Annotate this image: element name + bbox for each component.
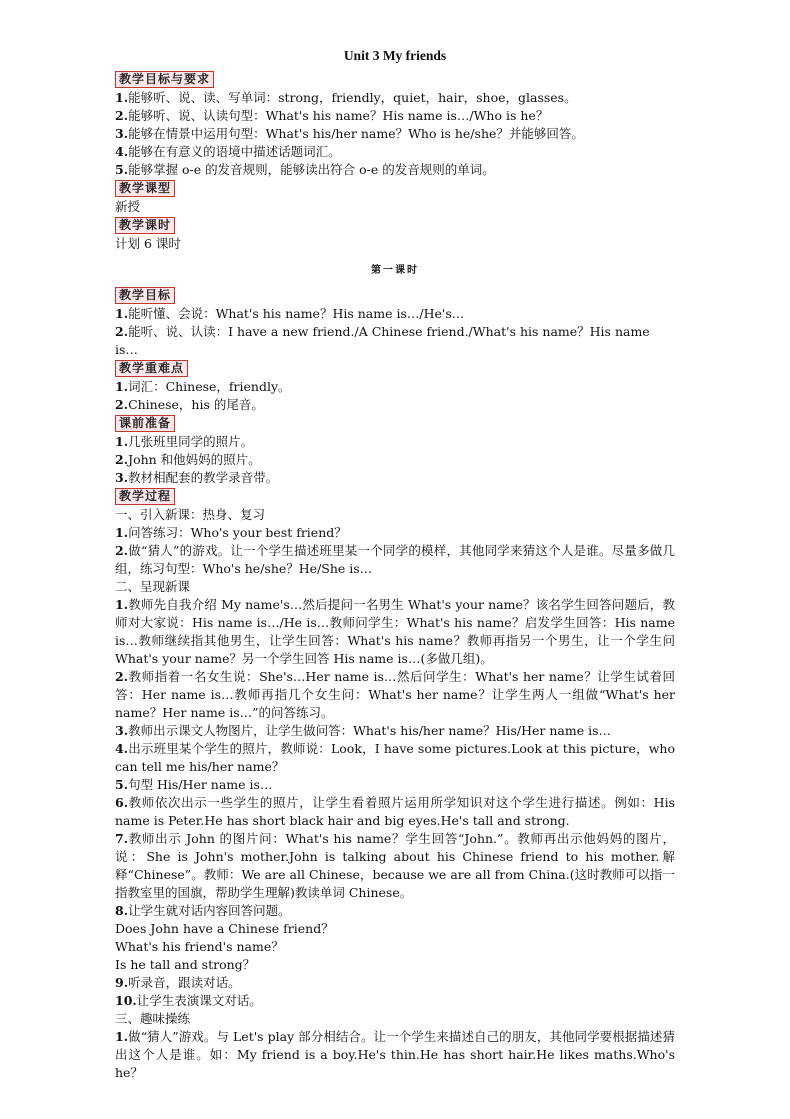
question-line: Does John have a Chinese friend？ xyxy=(115,921,334,936)
list-item: 2.做“猜人”的游戏。让一个学生描述班里某一个同学的模样，其他同学来猜这个人是谁。尽量多做几组，练习句型：Who's he/she？He/She is… xyxy=(115,543,675,576)
list-item: 1.做“猜人”游戏。与 Let's play 部分相结合。让一个学生来描述自己的朋友，其他同学要根据描述猜出这个人是谁。如：My friend is a boy.He's thin.He has short hair.He likes maths.Who's he？ xyxy=(115,1029,675,1080)
list-item: 8.让学生就对话内容回答问题。 xyxy=(115,903,291,918)
list-item: 4.能够在有意义的语境中描述话题词汇。 xyxy=(115,144,341,159)
list-item: 4.出示班里某个学生的照片，教师说：Look，I have some pictures.Look at this picture，who can tell me his/her name？ xyxy=(115,741,675,774)
list-item: 3.教师出示课文人物图片，让学生做问答：What's his/her name？His/Her name is… xyxy=(115,723,611,738)
list-item: 1.教师先自我介绍 My name's…然后提问一名男生 What's your name？该名学生回答问题后，教师对大家说：His name is…/He is…教师问学生：What's his name？启发学生回答：His name is…教师继续指其他男生，让学生回答：What's his name？教师再指另一个男生，让一个学生问 What's your name？另一个学生回答 His name is…(多做几组)。 xyxy=(115,597,675,666)
section-tag-hours: 教学课时 xyxy=(115,217,175,234)
course-hours: 计划 6 课时 xyxy=(115,236,181,251)
section-heading: 一、引入新课：热身、复习 xyxy=(115,507,266,522)
section-tag-keypoints: 教学重难点 xyxy=(115,360,188,377)
list-item: 2.John 和他妈妈的照片。 xyxy=(115,452,261,467)
list-item: 6.教师依次出示一些学生的照片，让学生看着照片运用所学知识对这个学生进行描述。例如：His name is Peter.He has short black hair and big eyes.He's tall and strong. xyxy=(115,795,675,828)
list-item: 1.能够听、说、读、写单词：strong，friendly，quiet，hair，shoe，glasses。 xyxy=(115,90,577,105)
section-tag-type: 教学课型 xyxy=(115,180,175,197)
list-item: 2.能听、说、认读：I have a new friend./A Chinese friend./What's his name？His name is… xyxy=(115,324,650,357)
document-page xyxy=(115,40,675,1082)
list-item: 2.教师指着一名女生说：She's…Her name is…然后问学生：What's her name？让学生试着回答：Her name is…教师再指几个女生问：What's her name？让学生两人一组做“What's her name？Her name is…”的问答练习。 xyxy=(115,669,675,720)
question-line: What's his friend's name？ xyxy=(115,939,284,954)
list-item: 5.能够掌握 o-e 的发音规则，能够读出符合 o-e 的发音规则的单词。 xyxy=(115,162,495,177)
section-tag-goals: 教学目标与要求 xyxy=(115,71,214,88)
list-item: 2.能够听、说、认读句型：What's his name？His name is…/Who is he？ xyxy=(115,108,549,123)
list-item: 1.能听懂、会说：What's his name？His name is…/He's… xyxy=(115,306,465,321)
list-item: 7.教师出示 John 的图片问：What's his name？学生回答“John.”。教师再出示他妈妈的图片，说：She is John's mother.John is talking about his Chinese friend to his mother.解释“Chinese”。教师：We are all Chinese，because we are all from China.(这时教师可以指一指教室里的国旗，帮助学生理解)教读单词 Chinese。 xyxy=(115,831,675,900)
course-type: 新授 xyxy=(115,199,141,214)
list-item: 1.问答练习：Who's your best friend？ xyxy=(115,525,347,540)
section-heading: 三、趣味操练 xyxy=(115,1011,191,1026)
list-item: 3.教材相配套的教学录音带。 xyxy=(115,470,279,485)
section-tag-prep: 课前准备 xyxy=(115,415,175,432)
section-tag-process: 教学过程 xyxy=(115,488,175,505)
lesson-title: 第一课时 xyxy=(371,265,419,276)
goals-list xyxy=(115,89,675,179)
list-item: 10.让学生表演课文对话。 xyxy=(115,993,262,1008)
section-heading: 二、呈现新课 xyxy=(115,579,191,594)
question-line: Is he tall and strong？ xyxy=(115,957,256,972)
list-item: 9.听录音，跟读对话。 xyxy=(115,975,241,990)
list-item: 1.几张班里同学的照片。 xyxy=(115,434,254,449)
document-title: Unit 3 My friends xyxy=(343,48,447,63)
list-item: 2.Chinese，his 的尾音。 xyxy=(115,397,264,412)
list-item: 1.词汇：Chinese，friendly。 xyxy=(115,379,291,394)
section-tag-objectives: 教学目标 xyxy=(115,287,175,304)
list-item: 3.能够在情景中运用句型：What's his/her name？Who is he/she？并能够回答。 xyxy=(115,126,584,141)
list-item: 5.句型 His/Her name is… xyxy=(115,777,273,792)
